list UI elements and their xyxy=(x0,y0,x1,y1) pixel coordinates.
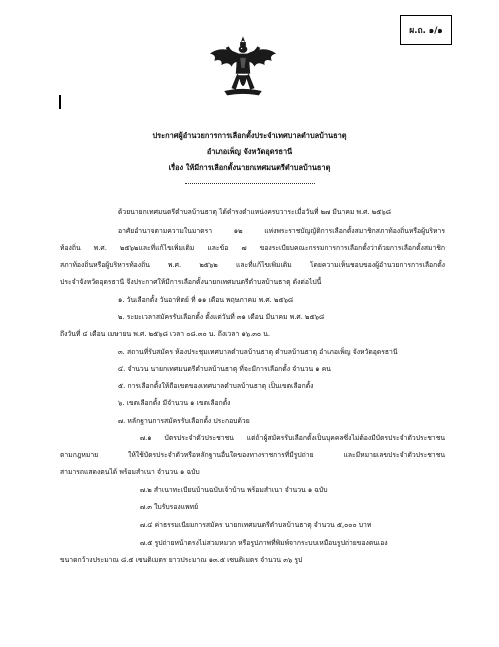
announcement-subject: เรื่อง ให้มีการเลือกตั้งนายกเทศมนตรีตำบลบ้านธาตุ xyxy=(168,163,331,172)
authority-line-1: อาศัยอำนาจตามความในมาตรา ๑๒ แห่งพระราชบัญญัติการเลือกตั้งสมาชิกสภาท้องถิ่นหรือผู้บริหาร xyxy=(118,227,445,235)
announcement-title: ประกาศผู้อำนวยการการเลือกตั้งประจำเทศบาลตำบลบ้านธาตุ xyxy=(152,131,347,140)
garuda-emblem-icon xyxy=(207,32,279,104)
doc-id-card-line-3: สามารถแสดงตนได้ พร้อมสำเนา จำนวน ๑ ฉบับ xyxy=(60,468,200,476)
doc-photo-line-2: ขนาดกว้างประมาณ ๘.๕ เซนติเมตร ยาวประมาณ ๑๓.๕ เซนติเมตร จำนวน ๓๖ รูป xyxy=(60,556,303,564)
doc-application-fee: ๗.๔ ค่าธรรมเนียมการสมัคร นายกเทศมนตรีตำบลบ้านธาตุ จำนวน ๕,๐๐๐ บาท xyxy=(140,521,372,529)
item-documents-heading: ๗. หลักฐานการสมัครรับเลือกตั้ง ประกอบด้วย xyxy=(118,417,250,425)
intro-paragraph: ด้วยนายกเทศมนตรีตำบลบ้านธาตุ ได้ดำรงตำแหน่งครบวาระเมื่อวันที่ ๒๗ มีนาคม พ.ศ. ๒๕๖๘ xyxy=(118,208,391,216)
form-number-box xyxy=(400,15,452,45)
form-number: ผ.ถ. ๑/๑ xyxy=(409,26,443,36)
item-election-date: ๑. วันเลือกตั้ง วันอาทิตย์ ที่ ๑๑ เดือน พฤษภาคม พ.ศ. ๒๕๖๘ xyxy=(118,296,294,304)
announcement-location: อำเภอเพ็ญ จังหวัดอุดรธานี xyxy=(206,147,293,156)
text-cursor xyxy=(59,95,61,109)
item-seat-count: ๔. จำนวน นายกเทศมนตรีตำบลบ้านธาตุ ที่จะมีการเลือกตั้ง จำนวน ๑ คน xyxy=(118,365,331,373)
doc-house-registration: ๗.๒ สำเนาทะเบียนบ้านฉบับเจ้าบ้าน พร้อมสำเนา จำนวน ๑ ฉบับ xyxy=(140,486,328,494)
header-separator xyxy=(185,183,315,184)
authority-line-3: สภาท้องถิ่นหรือผู้บริหารท้องถิ่น พ.ศ. ๒๕๖๒ และที่แก้ไขเพิ่มเติม โดยความเห็นชอบของผู้อำนวยการการเลือกตั้ง xyxy=(60,261,445,269)
item-application-place: ๓. สถานที่รับสมัคร ห้องประชุมเทศบาลตำบลบ้านธาตุ ตำบลบ้านธาตุ อำเภอเพ็ญ จังหวัดอุดรธานี xyxy=(118,348,398,356)
item-application-period-cont: ถึงวันที่ ๔ เดือน เมษายน พ.ศ. ๒๕๖๘ เวลา ๐๘.๓๐ น. ถึงเวลา ๑๖.๓๐ น. xyxy=(60,330,271,338)
doc-medical-certificate: ๗.๓ ใบรับรองแพทย์ xyxy=(140,503,199,511)
authority-line-2: ท้องถิ่น พ.ศ. ๒๕๖๒และที่แก้ไขเพิ่มเติม และข้อ ๗ ของระเบียบคณะกรรมการการเลือกตั้งว่าด้วยการเลือกตั้งสมาชิก xyxy=(60,244,445,252)
authority-line-4: ประจำจังหวัดอุดรธานี จึงประกาศให้มีการเลือกตั้งนายกเทศมนตรีตำบลบ้านธาตุ ดังต่อไปนี้ xyxy=(60,278,322,286)
item-application-period: ๒. ระยะเวลาสมัครรับเลือกตั้ง ตั้งแต่วันที่ ๓๑ เดือน มีนาคม พ.ศ. ๒๕๖๘ xyxy=(118,313,325,321)
doc-id-card-line-2: ตามกฎหมาย ให้ใช้บัตรประจำตัวหรือหลักฐานอื่นใดของทางราชการที่มีรูปถ่าย และมีหมายเลขประจำตัวประชาชน xyxy=(60,451,445,459)
item-constituency: ๕. การเลือกตั้งให้ถือเขตของเทศบาลตำบลบ้านธาตุ เป็นเขตเลือกตั้ง xyxy=(118,382,314,390)
doc-photo-line-1: ๗.๕ รูปถ่ายหน้าตรงไม่สวมหมวก หรือรูปภาพที่พิมพ์จากระบบเหมือนรูปถ่ายของตนเอง xyxy=(140,539,388,547)
doc-id-card-line-1: ๗.๑ บัตรประจำตัวประชาชน แต่ถ้าผู้สมัครรับเลือกตั้งเป็นบุคคลซึ่งไม่ต้องมีบัตรประจำตัวประชาชน xyxy=(140,434,445,442)
item-constituency-count: ๖. เขตเลือกตั้ง มีจำนวน ๑ เขตเลือกตั้ง xyxy=(118,399,231,407)
